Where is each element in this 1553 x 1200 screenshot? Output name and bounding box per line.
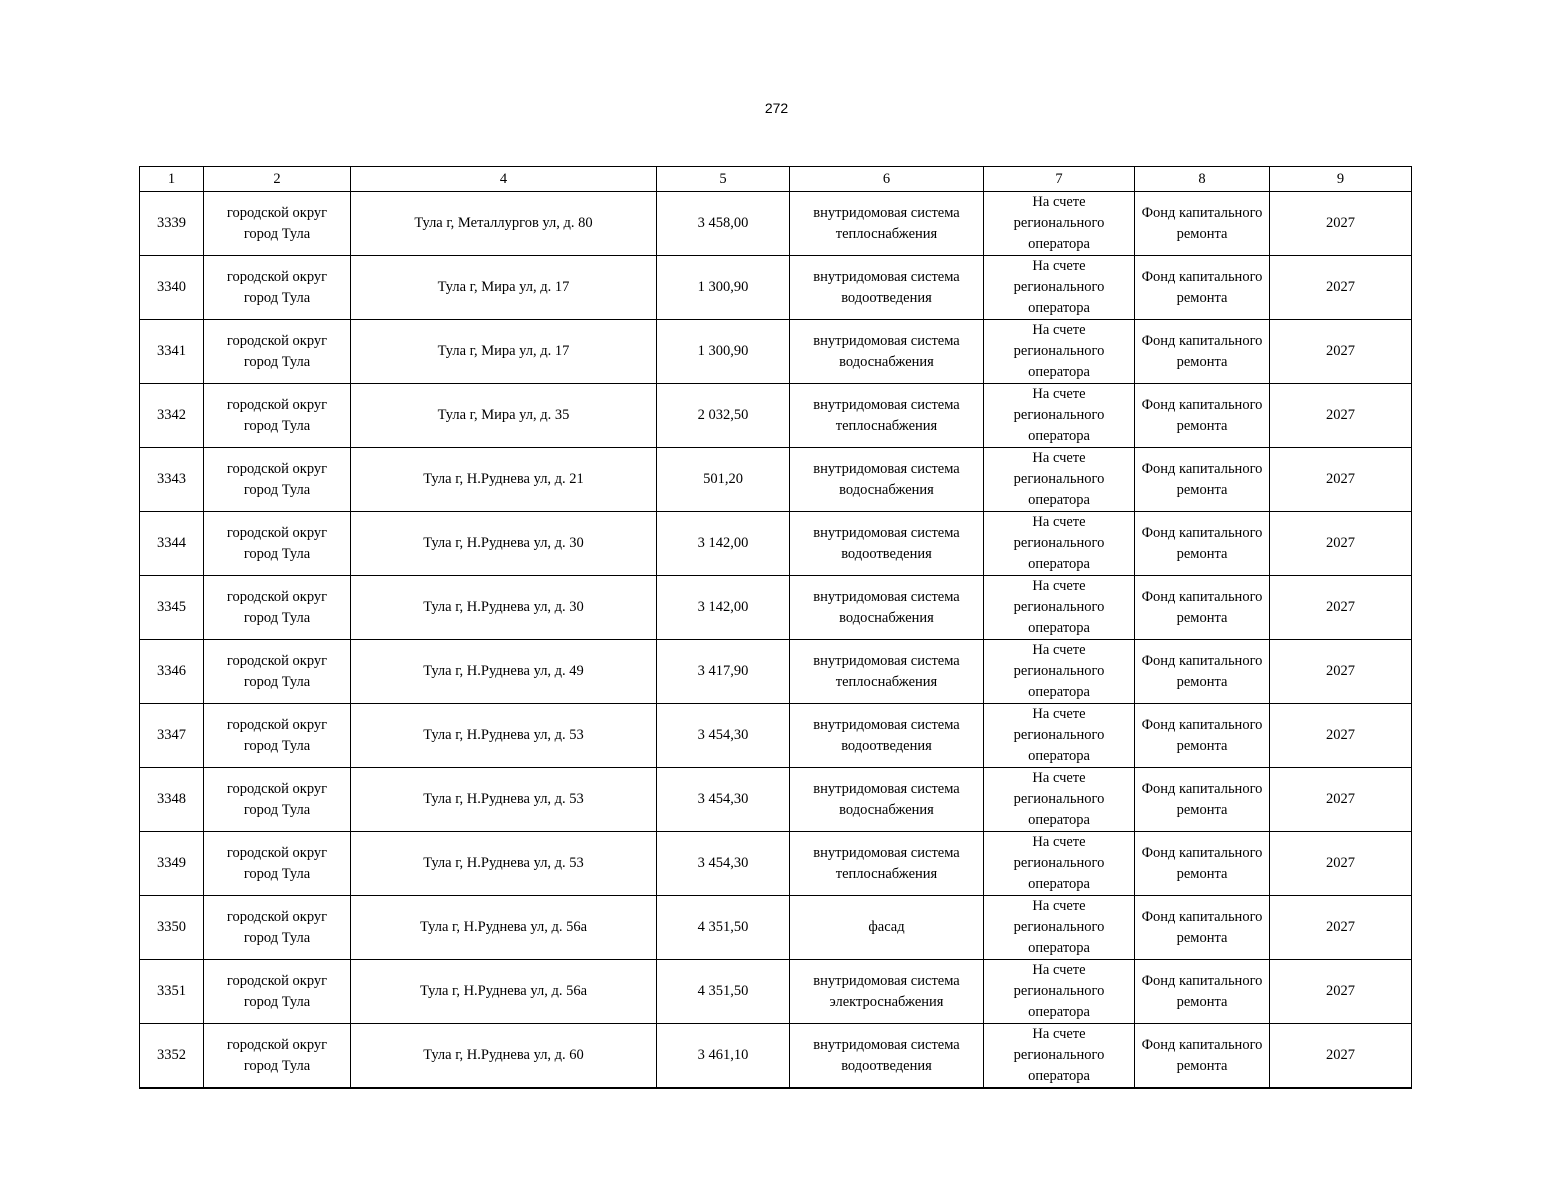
- table-row: [140, 512, 1412, 576]
- table-row: [140, 896, 1412, 960]
- cell-address: Тула г, Н.Руднева ул, д. 30: [351, 576, 657, 640]
- cell-account: На счете регионального оператора: [984, 448, 1135, 512]
- cell-area: 3 142,00: [657, 512, 790, 576]
- cell-year: 2027: [1270, 512, 1412, 576]
- table-row: [140, 704, 1412, 768]
- table-row: [140, 448, 1412, 512]
- cell-area: 1 300,90: [657, 256, 790, 320]
- cell-account: На счете регионального оператора: [984, 768, 1135, 832]
- cell-source: Фонд капитального ремонта: [1135, 448, 1270, 512]
- cell-municipality: городской округ город Тула: [204, 512, 351, 576]
- cell-year: 2027: [1270, 448, 1412, 512]
- cell-number: 3348: [140, 768, 204, 832]
- cell-work-type: внутридомовая система водоотведения: [790, 256, 984, 320]
- cell-municipality: городской округ город Тула: [204, 640, 351, 704]
- cell-account: На счете регионального оператора: [984, 384, 1135, 448]
- cell-work-type: внутридомовая система водоотведения: [790, 704, 984, 768]
- cell-account: На счете регионального оператора: [984, 320, 1135, 384]
- column-header: 4: [351, 167, 657, 192]
- cell-work-type: внутридомовая система водоотведения: [790, 512, 984, 576]
- column-header: 5: [657, 167, 790, 192]
- cell-municipality: городской округ город Тула: [204, 704, 351, 768]
- cell-work-type: внутридомовая система теплоснабжения: [790, 832, 984, 896]
- repair-register-table: [139, 166, 1412, 1089]
- cell-source: Фонд капитального ремонта: [1135, 640, 1270, 704]
- cell-work-type: внутридомовая система водоснабжения: [790, 576, 984, 640]
- column-header: 1: [140, 167, 204, 192]
- cell-area: 3 454,30: [657, 768, 790, 832]
- cell-year: 2027: [1270, 768, 1412, 832]
- cell-area: 3 417,90: [657, 640, 790, 704]
- cell-area: 3 461,10: [657, 1024, 790, 1089]
- cell-year: 2027: [1270, 192, 1412, 256]
- cell-source: Фонд капитального ремонта: [1135, 896, 1270, 960]
- cell-number: 3352: [140, 1024, 204, 1089]
- cell-address: Тула г, Н.Руднева ул, д. 53: [351, 768, 657, 832]
- cell-number: 3347: [140, 704, 204, 768]
- cell-municipality: городской округ город Тула: [204, 1024, 351, 1089]
- cell-number: 3340: [140, 256, 204, 320]
- cell-number: 3343: [140, 448, 204, 512]
- cell-area: 501,20: [657, 448, 790, 512]
- cell-municipality: городской округ город Тула: [204, 960, 351, 1024]
- cell-source: Фонд капитального ремонта: [1135, 1024, 1270, 1089]
- cell-number: 3349: [140, 832, 204, 896]
- column-header: 6: [790, 167, 984, 192]
- cell-work-type: внутридомовая система теплоснабжения: [790, 192, 984, 256]
- cell-address: Тула г, Мира ул, д. 17: [351, 320, 657, 384]
- cell-source: Фонд капитального ремонта: [1135, 576, 1270, 640]
- cell-municipality: городской округ город Тула: [204, 896, 351, 960]
- cell-address: Тула г, Мира ул, д. 35: [351, 384, 657, 448]
- column-header: 7: [984, 167, 1135, 192]
- cell-source: Фонд капитального ремонта: [1135, 512, 1270, 576]
- cell-account: На счете регионального оператора: [984, 256, 1135, 320]
- cell-account: На счете регионального оператора: [984, 960, 1135, 1024]
- cell-address: Тула г, Н.Руднева ул, д. 49: [351, 640, 657, 704]
- table-row: [140, 1024, 1412, 1089]
- cell-year: 2027: [1270, 704, 1412, 768]
- cell-address: Тула г, Н.Руднева ул, д. 53: [351, 704, 657, 768]
- cell-area: 3 454,30: [657, 832, 790, 896]
- cell-year: 2027: [1270, 640, 1412, 704]
- table-row: [140, 192, 1412, 256]
- table-row: [140, 256, 1412, 320]
- cell-year: 2027: [1270, 896, 1412, 960]
- cell-address: Тула г, Н.Руднева ул, д. 53: [351, 832, 657, 896]
- cell-number: 3341: [140, 320, 204, 384]
- table-row: [140, 640, 1412, 704]
- cell-municipality: городской округ город Тула: [204, 832, 351, 896]
- table-row: [140, 384, 1412, 448]
- cell-work-type: внутридомовая система теплоснабжения: [790, 384, 984, 448]
- table-row: [140, 576, 1412, 640]
- cell-address: Тула г, Н.Руднева ул, д. 60: [351, 1024, 657, 1089]
- cell-number: 3350: [140, 896, 204, 960]
- table-row: [140, 832, 1412, 896]
- cell-address: Тула г, Металлургов ул, д. 80: [351, 192, 657, 256]
- cell-address: Тула г, Н.Руднева ул, д. 30: [351, 512, 657, 576]
- cell-work-type: внутридомовая система водоснабжения: [790, 320, 984, 384]
- cell-address: Тула г, Мира ул, д. 17: [351, 256, 657, 320]
- cell-municipality: городской округ город Тула: [204, 448, 351, 512]
- cell-area: 3 454,30: [657, 704, 790, 768]
- cell-year: 2027: [1270, 576, 1412, 640]
- cell-year: 2027: [1270, 960, 1412, 1024]
- cell-work-type: внутридомовая система водоснабжения: [790, 448, 984, 512]
- cell-area: 2 032,50: [657, 384, 790, 448]
- table-row: [140, 320, 1412, 384]
- cell-account: На счете регионального оператора: [984, 1024, 1135, 1089]
- cell-source: Фонд капитального ремонта: [1135, 704, 1270, 768]
- cell-municipality: городской округ город Тула: [204, 384, 351, 448]
- cell-account: На счете регионального оператора: [984, 192, 1135, 256]
- cell-account: На счете регионального оператора: [984, 896, 1135, 960]
- cell-source: Фонд капитального ремонта: [1135, 256, 1270, 320]
- cell-year: 2027: [1270, 256, 1412, 320]
- cell-municipality: городской округ город Тула: [204, 256, 351, 320]
- cell-area: 3 142,00: [657, 576, 790, 640]
- cell-work-type: внутридомовая система электроснабжения: [790, 960, 984, 1024]
- cell-municipality: городской округ город Тула: [204, 192, 351, 256]
- cell-account: На счете регионального оператора: [984, 704, 1135, 768]
- table-row: [140, 960, 1412, 1024]
- cell-account: На счете регионального оператора: [984, 832, 1135, 896]
- cell-work-type: внутридомовая система водоотведения: [790, 1024, 984, 1089]
- table-row: [140, 768, 1412, 832]
- cell-source: Фонд капитального ремонта: [1135, 320, 1270, 384]
- cell-area: 3 458,00: [657, 192, 790, 256]
- cell-municipality: городской округ город Тула: [204, 320, 351, 384]
- cell-address: Тула г, Н.Руднева ул, д. 56а: [351, 960, 657, 1024]
- column-header: 2: [204, 167, 351, 192]
- cell-source: Фонд капитального ремонта: [1135, 832, 1270, 896]
- cell-address: Тула г, Н.Руднева ул, д. 21: [351, 448, 657, 512]
- cell-source: Фонд капитального ремонта: [1135, 192, 1270, 256]
- cell-work-type: фасад: [790, 896, 984, 960]
- cell-account: На счете регионального оператора: [984, 576, 1135, 640]
- cell-number: 3351: [140, 960, 204, 1024]
- cell-year: 2027: [1270, 384, 1412, 448]
- cell-number: 3345: [140, 576, 204, 640]
- cell-municipality: городской округ город Тула: [204, 576, 351, 640]
- cell-source: Фонд капитального ремонта: [1135, 384, 1270, 448]
- cell-number: 3344: [140, 512, 204, 576]
- cell-work-type: внутридомовая система теплоснабжения: [790, 640, 984, 704]
- cell-address: Тула г, Н.Руднева ул, д. 56а: [351, 896, 657, 960]
- cell-account: На счете регионального оператора: [984, 640, 1135, 704]
- cell-area: 4 351,50: [657, 960, 790, 1024]
- cell-source: Фонд капитального ремонта: [1135, 960, 1270, 1024]
- header-row: [140, 167, 1412, 192]
- column-header: 8: [1135, 167, 1270, 192]
- cell-year: 2027: [1270, 832, 1412, 896]
- cell-year: 2027: [1270, 320, 1412, 384]
- cell-number: 3342: [140, 384, 204, 448]
- cell-work-type: внутридомовая система водоснабжения: [790, 768, 984, 832]
- cell-area: 4 351,50: [657, 896, 790, 960]
- cell-number: 3339: [140, 192, 204, 256]
- column-header: 9: [1270, 167, 1412, 192]
- cell-area: 1 300,90: [657, 320, 790, 384]
- cell-year: 2027: [1270, 1024, 1412, 1089]
- cell-source: Фонд капитального ремонта: [1135, 768, 1270, 832]
- cell-municipality: городской округ город Тула: [204, 768, 351, 832]
- page-number: 272: [764, 100, 789, 116]
- cell-number: 3346: [140, 640, 204, 704]
- cell-account: На счете регионального оператора: [984, 512, 1135, 576]
